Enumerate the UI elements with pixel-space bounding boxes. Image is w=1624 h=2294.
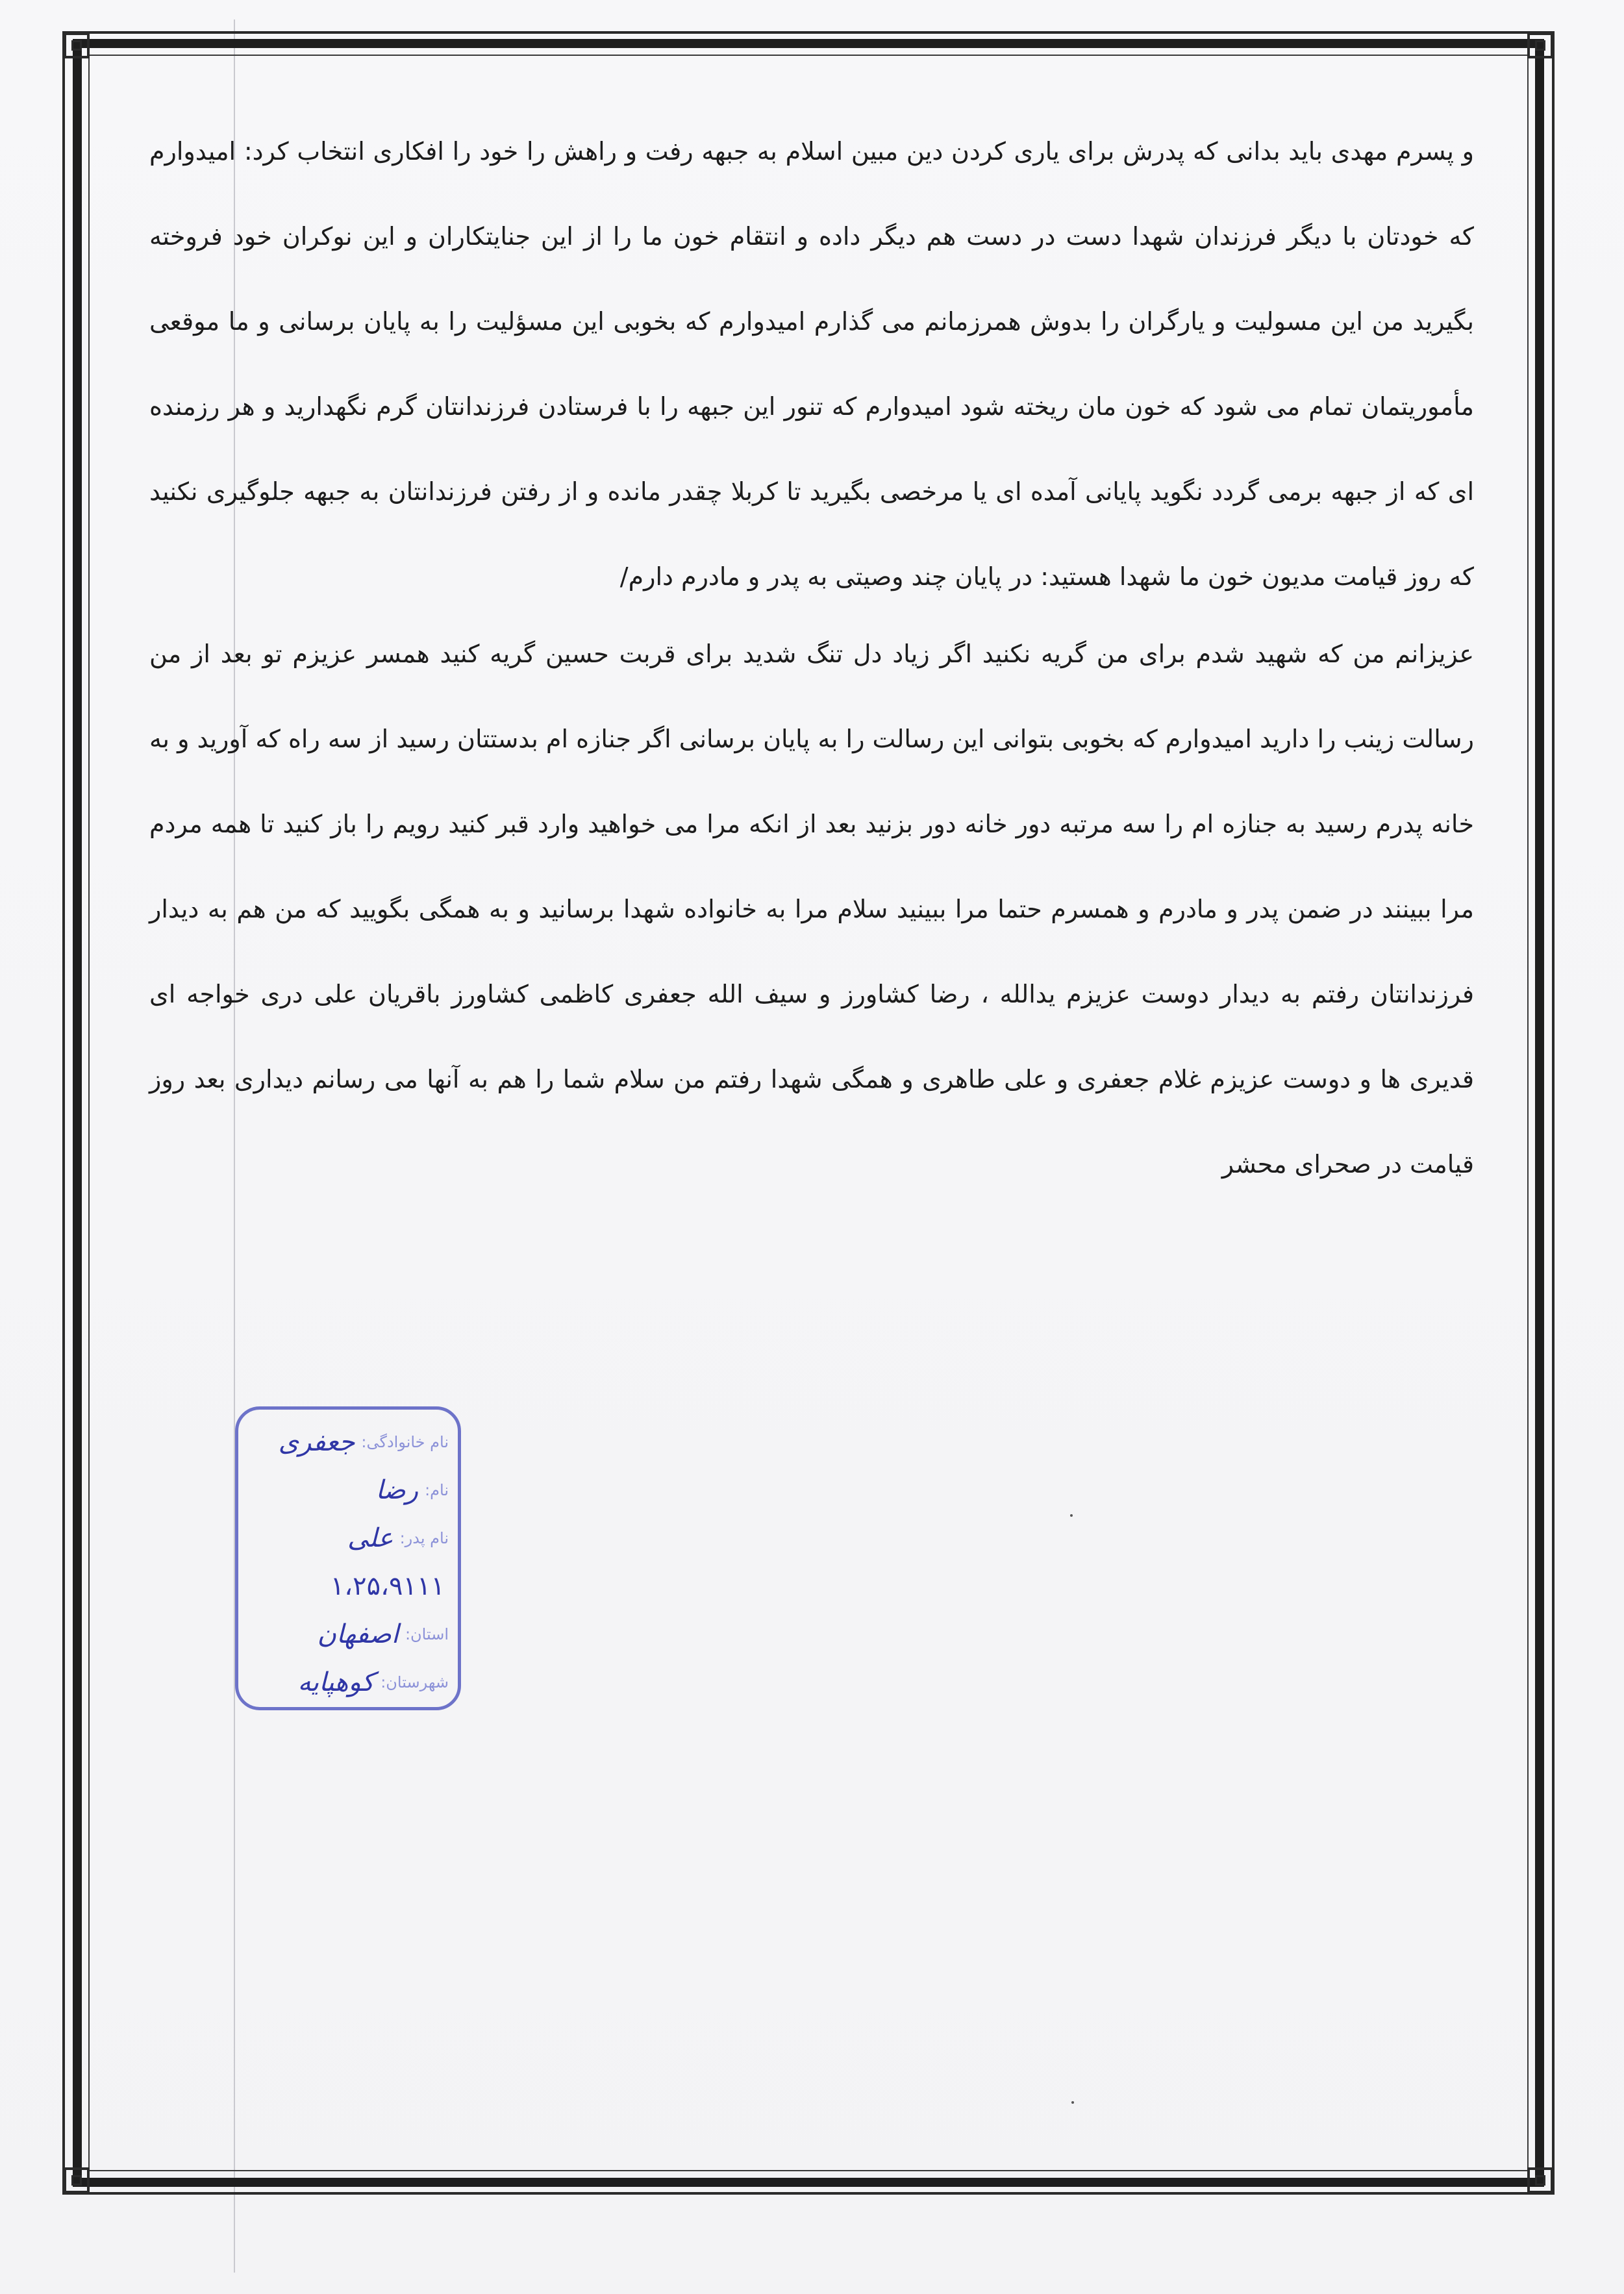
stamp-row-first-name [245,1467,449,1514]
paragraph-2: عزیزانم من که شهید شدم برای من گریه نکنید اگر زیاد دل تنگ شدید برای قربت حسین گریه کنید همسر عزیزم تو بعد از من رسالت زینب را دارید امیدوارم که بخوبی بتوانی این رسالت را به پایان برسانی اگر جنازه ام بدستتان رسید از سه راه که آورید و به خانه پدرم رسید به جنازه ام را سه مرتبه دور خانه دور بزنید بعد از انکه مرا می خواهید وارد قبر کنید رویم را باز کنید تا همه مردم مرا ببینند در ضمن پدر و مادرم و همسرم حتما مرا ببینید سلام مرا به خانواده شهدا برسانید و به همگی بگویید که من هم به دیدار فرزندانتان رفتم به دیدار دوست عزیزم یدالله ، رضا کشاورز و سیف الله جعفری کاظمی کشاورز باقریان علی دری خواجه ای قدیری ها و دوست عزیزم غلام جعفری و علی طاهری و همگی شهدا رفتم من سلام شما را هم به آنها می رسانم دیداری بعد روز قیامت در صحرای محشر [149,640,1474,1178]
stamp-row-province [245,1611,449,1658]
stamp-label: نام پدر: [399,1529,449,1547]
stamp-label: نام: [425,1481,449,1499]
stamp-row-id-number [245,1563,449,1610]
will-text-body [149,109,1474,1207]
stamp-value: جعفری [278,1427,355,1457]
stamp-label: نام خانوادگی: [361,1433,449,1451]
stamp-value: علی [347,1523,394,1553]
stamp-row-father-name [245,1515,449,1562]
paragraph-1: و پسرم مهدی باید بدانی که پدرش برای یاری کردن دین مبین اسلام به جبهه رفت و راهش را خود را افکاری انتخاب کرد: امیدوارم که خودتان با دیگر فرزندان شهدا دست در دست هم دیگر داده و انتقام خون ما را از این جنایتکاران و این نوکران خود فروخته بگیرید من این مسولیت و یارگران را بدوش همرزمانم می گذارم امیدوارم که بخوبی این مسؤلیت را به پایان برسانی و ما موقعی مأموریتمان تمام می شود که خون مان ریخته شود امیدوارم که تنور این جبهه را با فرستادن فرزندانتان گرم نگهدارید و هر رزمنده ای که از جبهه برمی گردد نگوید پایانی آمده ای یا مرخصی بگیرید تا کربلا چقدر مانده و از رفتن فرزندانتان به جبهه جلوگیری نکنید که روز قیامت مدیون خون ما شهدا هستید: در پایان چند وصیتی به پدر و مادرم دارم/ [149,137,1474,591]
border-corner-ornament [1527,2167,1553,2193]
stamp-label: شهرستان: [381,1673,449,1691]
speck [1071,2101,1074,2104]
border-corner-ornament [64,2167,90,2193]
stamp-value: رضا [375,1475,419,1505]
stamp-value: ۱،۲۵،۹۱۱۱ [330,1571,445,1601]
stamp-label: استان: [405,1625,449,1643]
stamp-row-family-name [245,1419,449,1465]
speck [1070,1514,1073,1517]
stamp-value: کوهپایه [297,1667,375,1697]
stamp-value: اصفهان [317,1619,399,1649]
border-corner-ornament [64,32,90,58]
stamp-row-city [245,1659,449,1706]
identity-stamp [235,1406,461,1710]
border-corner-ornament [1527,32,1553,58]
